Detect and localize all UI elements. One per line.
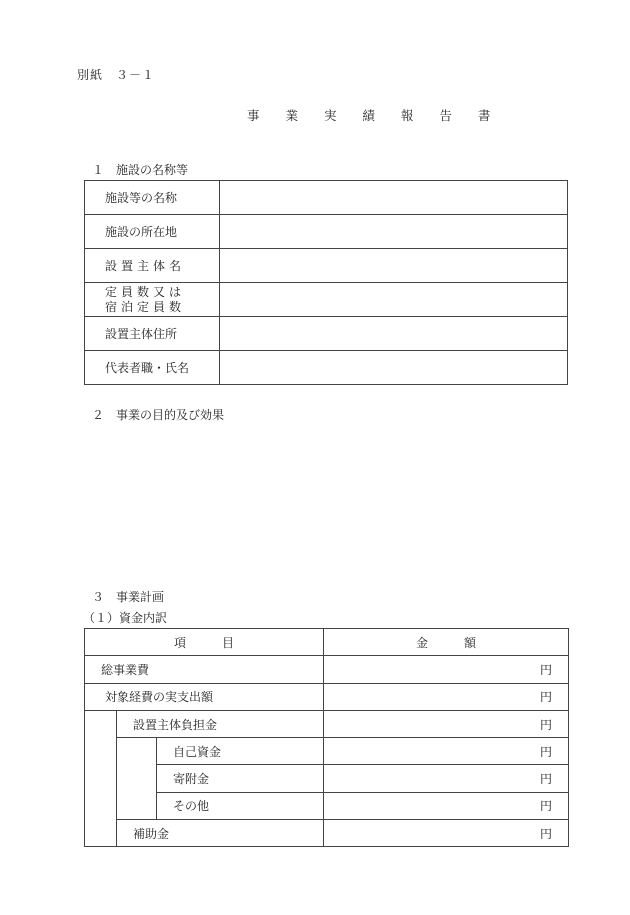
operator-address-label: 設置主体住所 xyxy=(85,317,220,351)
facility-address-label: 施設の所在地 xyxy=(85,215,220,249)
operator-name-label: 設置主体名 xyxy=(85,249,220,283)
operator-burden-label: 設置主体負担金 xyxy=(117,710,324,737)
section-2-heading: ２ 事業の目的及び効果 xyxy=(92,408,225,422)
total-cost-amount[interactable]: 円 xyxy=(324,656,569,683)
table-row xyxy=(85,765,569,792)
table-row xyxy=(85,710,569,737)
capacity-field[interactable] xyxy=(220,283,568,317)
subsidy-label: 補助金 xyxy=(117,820,324,847)
actual-expense-amount[interactable]: 円 xyxy=(324,683,569,710)
other-funds-amount[interactable]: 円 xyxy=(324,792,569,819)
own-funds-amount[interactable]: 円 xyxy=(324,738,569,765)
indent-cell xyxy=(85,710,117,846)
actual-expense-label: 対象経費の実支出額 xyxy=(85,683,324,710)
table-row xyxy=(85,351,568,385)
facility-name-label: 施設等の名称 xyxy=(85,181,220,215)
table-row xyxy=(85,656,569,683)
item-column-header: 項 目 xyxy=(85,629,324,656)
table-header-row xyxy=(85,629,569,656)
table-row xyxy=(85,215,568,249)
representative-field[interactable] xyxy=(220,351,568,385)
table-row xyxy=(85,738,569,765)
table-row xyxy=(85,820,569,847)
facility-info-table xyxy=(84,180,568,385)
donation-label: 寄附金 xyxy=(157,765,324,792)
funding-table xyxy=(84,628,569,847)
document-reference: 別紙 ３－１ xyxy=(77,68,156,82)
document-title: 事 業 実 績 報 告 書 xyxy=(247,108,502,123)
table-row xyxy=(85,317,568,351)
table-row xyxy=(85,792,569,819)
operator-address-field[interactable] xyxy=(220,317,568,351)
section-1-heading: １ 施設の名称等 xyxy=(92,163,189,177)
representative-label: 代表者職・氏名 xyxy=(85,351,220,385)
table-row xyxy=(85,683,569,710)
subsidy-amount[interactable]: 円 xyxy=(324,820,569,847)
operator-name-field[interactable] xyxy=(220,249,568,283)
table-row xyxy=(85,249,568,283)
facility-address-field[interactable] xyxy=(220,215,568,249)
capacity-label xyxy=(85,283,220,317)
own-funds-label: 自己資金 xyxy=(157,738,324,765)
section-3-heading: ３ 事業計画 xyxy=(92,590,165,604)
total-cost-label: 総事業費 xyxy=(85,656,324,683)
operator-burden-amount[interactable]: 円 xyxy=(324,710,569,737)
table-row xyxy=(85,283,568,317)
indent-cell xyxy=(117,738,157,820)
other-funds-label: その他 xyxy=(157,792,324,819)
funding-breakdown-heading: （１）資金内訳 xyxy=(83,611,168,625)
facility-name-field[interactable] xyxy=(220,181,568,215)
capacity-label-line1: 定員数又は xyxy=(105,285,186,300)
table-row xyxy=(85,181,568,215)
amount-column-header: 金 額 xyxy=(324,629,569,656)
donation-amount[interactable]: 円 xyxy=(324,765,569,792)
capacity-label-line2: 宿泊定員数 xyxy=(105,299,186,314)
